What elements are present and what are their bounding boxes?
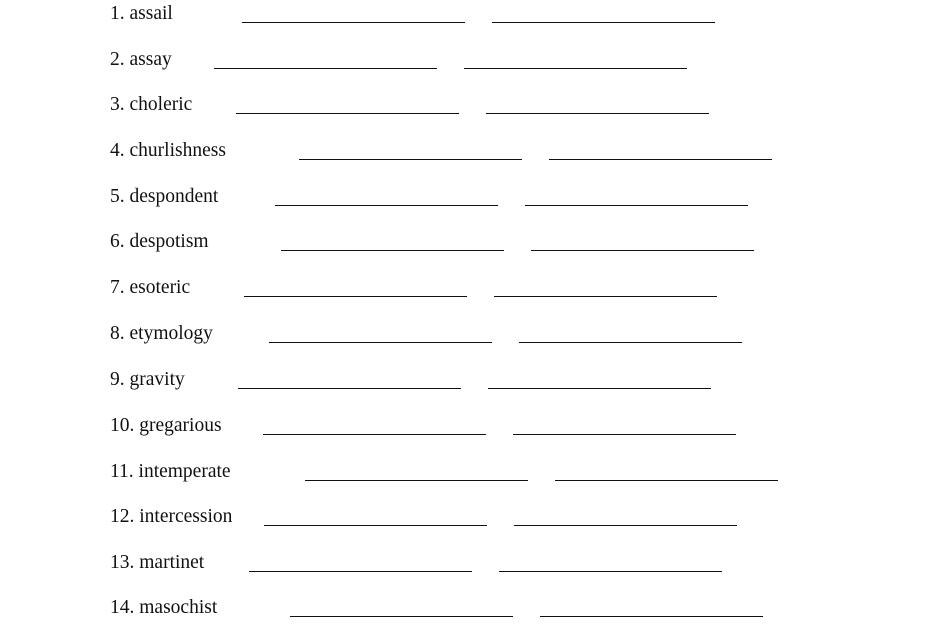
answer-blank-2[interactable] [488, 388, 711, 389]
term-label: 1. assail [110, 3, 173, 24]
answer-blank-1[interactable] [305, 480, 528, 481]
answer-blank-1[interactable] [242, 22, 465, 23]
answer-blank-2[interactable] [486, 113, 709, 114]
worksheet-item-4 [0, 138, 930, 178]
answer-blank-2[interactable] [499, 571, 722, 572]
term-label: 8. etymology [110, 323, 213, 344]
answer-blank-2[interactable] [531, 250, 754, 251]
term-label: 3. choleric [110, 94, 193, 115]
answer-blank-1[interactable] [275, 205, 498, 206]
term-label: 4. churlishness [110, 140, 226, 161]
answer-blank-1[interactable] [263, 434, 486, 435]
answer-blank-2[interactable] [464, 68, 687, 69]
worksheet-item-1 [0, 1, 930, 41]
worksheet-item-5 [0, 184, 930, 224]
term-label: 6. despotism [110, 231, 209, 252]
answer-blank-2[interactable] [514, 525, 737, 526]
answer-blank-1[interactable] [244, 296, 467, 297]
term-label: 11. intemperate [110, 461, 231, 482]
worksheet-item-9 [0, 367, 930, 407]
term-label: 13. martinet [110, 552, 205, 573]
worksheet-item-7 [0, 275, 930, 315]
answer-blank-1[interactable] [264, 525, 487, 526]
answer-blank-2[interactable] [549, 159, 772, 160]
answer-blank-2[interactable] [494, 296, 717, 297]
answer-blank-1[interactable] [281, 250, 504, 251]
worksheet-item-12 [0, 504, 930, 544]
worksheet-item-6 [0, 229, 930, 269]
answer-blank-1[interactable] [299, 159, 522, 160]
term-label: 5. despondent [110, 186, 219, 207]
answer-blank-1[interactable] [238, 388, 461, 389]
term-label: 9. gravity [110, 369, 185, 390]
term-label: 7. esoteric [110, 277, 191, 298]
answer-blank-2[interactable] [540, 616, 763, 617]
answer-blank-2[interactable] [492, 22, 715, 23]
answer-blank-2[interactable] [519, 342, 742, 343]
worksheet-item-8 [0, 321, 930, 361]
answer-blank-1[interactable] [249, 571, 472, 572]
worksheet-item-14 [0, 595, 930, 635]
answer-blank-2[interactable] [555, 480, 778, 481]
term-label: 10. gregarious [110, 415, 222, 436]
answer-blank-2[interactable] [513, 434, 736, 435]
answer-blank-2[interactable] [525, 205, 748, 206]
term-label: 14. masochist [110, 597, 218, 618]
worksheet-item-11 [0, 459, 930, 499]
answer-blank-1[interactable] [290, 616, 513, 617]
worksheet-item-10 [0, 413, 930, 453]
term-label: 12. intercession [110, 506, 233, 527]
answer-blank-1[interactable] [269, 342, 492, 343]
answer-blank-1[interactable] [236, 113, 459, 114]
worksheet-item-3 [0, 92, 930, 132]
worksheet-item-13 [0, 550, 930, 590]
answer-blank-1[interactable] [214, 68, 437, 69]
worksheet-item-2 [0, 47, 930, 87]
term-label: 2. assay [110, 49, 172, 70]
